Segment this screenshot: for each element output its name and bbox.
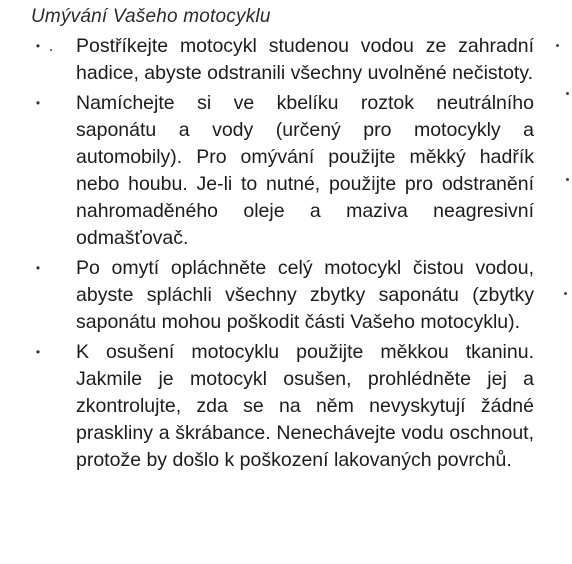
scan-artifact [556,44,559,47]
list-item-text: Namíchejte si ve kbelíku roztok neutrálního saponátu a vody (určený pro motocykly a automobily). Pro omývání použijte měkký hadřík nebo houbu. Je-li to nutné, použijte pro odstranění nahromaděného oleje a maziva neagresivní odmašťovač. [76,92,534,249]
list-item-text: K osušení motocyklu použijte měkkou tkaninu. Jakmile je motocykl osušen, prohlédněte jej a zkontrolujte, zda se na něm nevyskytují žádné praskliny a škrábance. Nenechávejte vodu oschnout, protože by došlo k poškození lakovaných povrchů. [76,341,534,471]
scan-artifact [566,178,569,181]
bullet-icon: • [35,261,41,275]
list-item-text: Po omytí opláchněte celý motocykl čistou vodou, abyste spláchli všechny zbytky saponátu (zbytky saponátu mohou poškodit části Vašeho motocyklu). [76,257,534,333]
bullet-icon: • [35,39,41,53]
instruction-list [0,33,572,474]
list-item [0,255,534,336]
list-item [0,90,534,252]
bullet-icon: • [35,345,41,359]
list-item [0,33,534,87]
section-heading: Umývání Vašeho motocyklu [31,6,271,27]
list-item-text: Postříkejte motocykl studenou vodou ze zahradní hadice, abyste odstranili všechny uvolněné nečistoty. [76,35,534,84]
scan-artifact [564,292,567,295]
scan-artifact [50,49,52,51]
scan-artifact [566,92,569,95]
list-item [0,339,534,474]
bullet-icon: • [35,96,41,110]
